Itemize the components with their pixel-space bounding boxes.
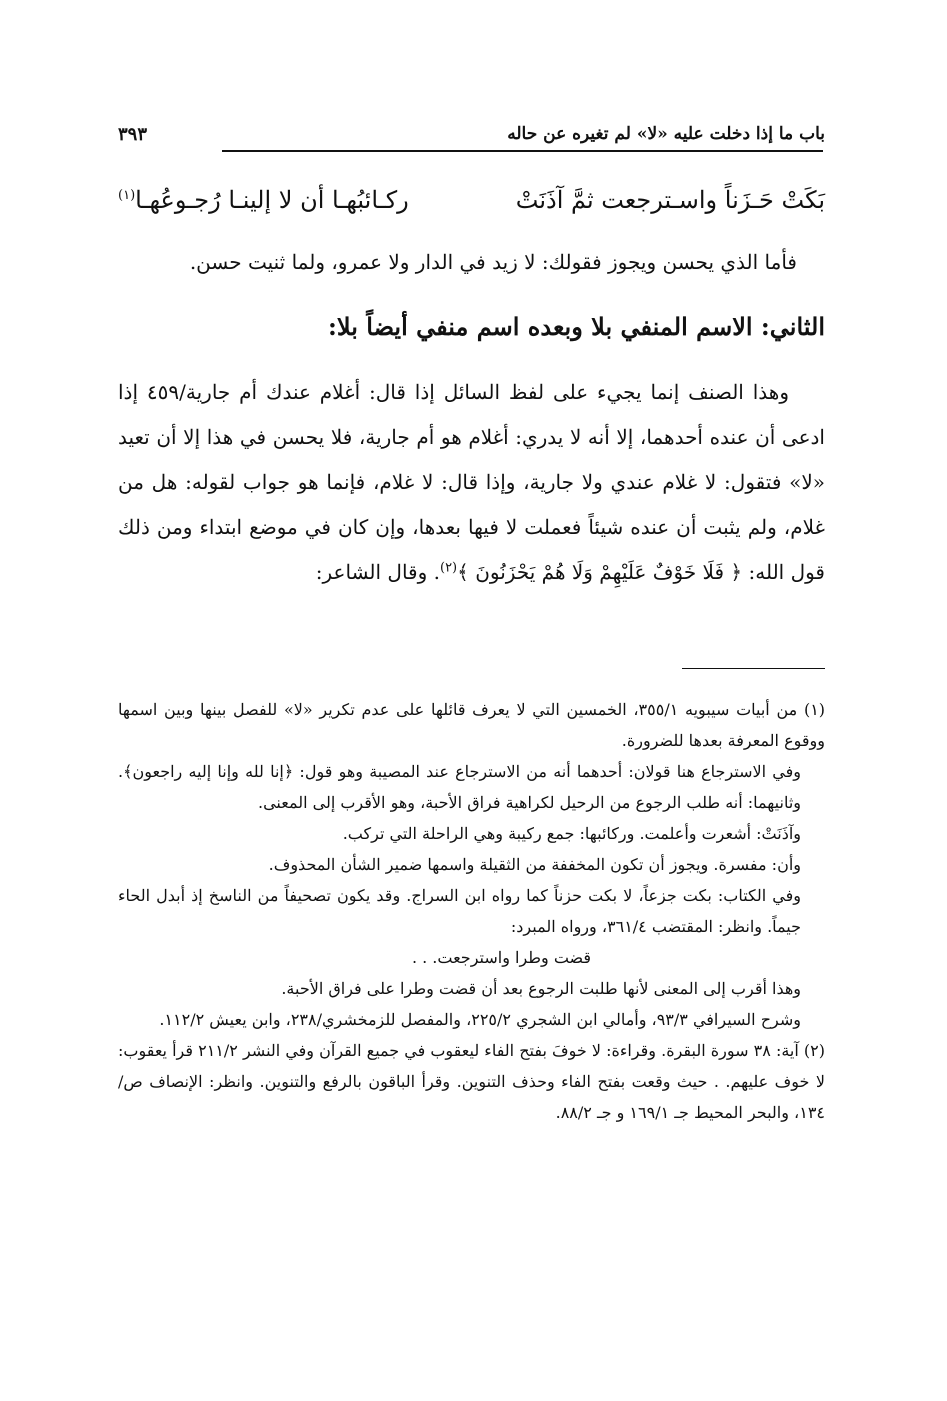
footnotes: [118, 694, 825, 1128]
footnote-1-paragraph-7: وشرح السيرافي ٩٣/٣، وأمالي ابن الشجري ٢٢٥/٢، والمفصل للزمخشري/٢٣٨، وابن يعيش ١١٢/٢.: [159, 1010, 801, 1029]
footnote-separator: [682, 668, 825, 669]
footnote-marker-2: (٢): [439, 560, 458, 576]
footnote-1-quote: قضت وطرا واسترجعت. . .: [411, 948, 592, 967]
footnote-1-number: (١): [803, 700, 826, 719]
footnote-1-text: من أبيات سيبويه ٣٥٥/١، الخمسين التي لا يعرف قائلها على عدم تكرير «لا» للفصل بينها وبين اسمها ووقوع المعرفة بعدها للضرورة.: [118, 700, 825, 750]
footnote-2-text: آية: ٣٨ سورة البقرة. وقراءة: لا خوفَ بفتح الفاء ليعقوب في جميع القرآن وفي النشر ٢١١/٢ قرأ يعقوب: لا خوف عليهم. . حيث وقعت بفتح الفاء وحذف التنوين. وقرأ الباقون بالرفع والتنوين. وانظر: الإنصاف ص/١٣٤، والبحر المحيط جـ ١٦٩/١ و جـ ٨٨/٢.: [118, 1041, 825, 1122]
section-subheading: الثاني: الاسم المنفي بلا وبعده اسم منفي أيضاً بلا:: [328, 312, 825, 341]
footnote-2-number: (٢): [803, 1041, 826, 1060]
body-paragraph: [118, 370, 825, 595]
verse-second-hemistich: [118, 186, 409, 214]
footnote-marker-1: (١): [118, 188, 136, 203]
chapter-title: باب ما إذا دخلت عليه «لا» لم تغيره عن حاله: [507, 124, 825, 144]
footnote-1-paragraph-3: وآذَنَتْ: أشعرت وأعلمت. وركائبها: جمع ركيبة وهي الراحلة التي تركب.: [342, 824, 801, 843]
footnote-1-paragraph-2: وفي الاسترجاع هنا قولان: أحدهما أنه من الاسترجاع عند المصيبة وهو قول: ﴿إنا لله وإنا إليه راجعون﴾. وثانيهما: أنه طلب الرجوع من الرحيل لكراهية فراق الأحبة، وهو الأقرب إلى المعنى.: [118, 762, 801, 812]
poetry-verse: [118, 186, 825, 226]
footnote-1-paragraph-6: وهذا أقرب إلى المعنى لأنها طلبت الرجوع بعد أن قضت وطرا على فراق الأحبة.: [281, 979, 801, 998]
body-line-after-verse: فأما الذي يحسن ويجوز فقولك: لا زيد في الدار ولا عمرو، ولما ثنيت حسن.: [189, 250, 797, 274]
footnote-2: [118, 1035, 825, 1128]
verse-second-hemistich-text: ركـائبُهـا أن لا إلينـا رُجـوعُهـا: [135, 186, 409, 214]
body-paragraph-text: وهذا الصنف إنما يجيء على لفظ السائل إذا قال: أغلام عندك أم جارية/٤٥٩ إذا ادعى أن عنده أحدهما، إلا أنه لا يدري: أغلام هو أم جارية، فلا يحسن في هذا إلا أن تعيد «لا» فتقول: لا غلام عندي ولا جارية، وإذا قال: لا غلام، فإنما هو جواب لقوله: هل من غلام، ولم يثبت أن عنده شيئاً فعملت لا فيها بعدها، وإن كان في موضع ابتداء ومن ذلك قول الله: ﴿ فَلَا خَوْفٌ عَلَيْهِمْ وَلَا هُمْ يَحْزَنُونَ ﴾: [118, 380, 825, 584]
footnote-1-paragraph-5: وفي الكتاب: بكت جزعاً، لا بكت حزناً كما رواه ابن السراج. وقد يكون تصحيفاً من الناسخ إذ أبدل الحاء جيماً. وانظر: المقتضب ٣٦١/٤، ورواه المبرد:: [118, 886, 801, 936]
verse-first-hemistich: بَكَتْ حَـزَناً واسـترجعت ثمَّ آذَنَتْ: [515, 186, 825, 214]
footnote-1: [118, 694, 825, 756]
footnote-1-paragraph-4: وأن: مفسرة. ويجوز أن تكون المخففة من الثقيلة واسمها ضمير الشأن المحذوف.: [268, 855, 801, 874]
page-number: ٣٩٣: [118, 124, 148, 145]
body-paragraph-end: . وقال الشاعر:: [315, 560, 440, 584]
header-rule: [222, 150, 823, 152]
